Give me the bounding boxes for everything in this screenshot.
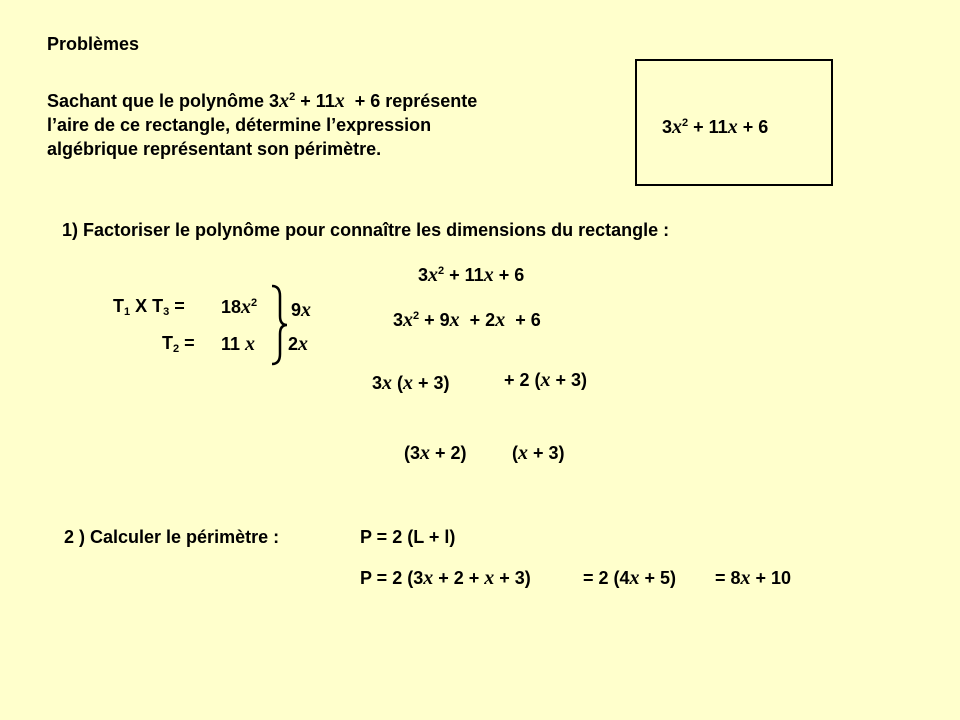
t2: $T_2$ =	[162, 333, 195, 355]
step1-heading: 1) Factoriser le polynôme pour connaître les dimensions du rectangle :	[62, 220, 670, 240]
problem-line-1: Sachant que le polynôme $3x^2 + 11x + 6$ représente	[47, 90, 478, 112]
step1-expanded: $3x^2 + 9x + 2x + 6$	[393, 309, 541, 331]
step1-factor-1: (3x + 2)	[404, 442, 467, 464]
step1-polynomial: $3x^2 + 11x + 6$	[418, 264, 525, 286]
t2-value: 11 x	[221, 333, 256, 355]
perimeter-calc-2: = 2 (4x + 5)	[583, 567, 677, 589]
problem-line-2: l’aire de ce rectangle, détermine l’expression	[47, 115, 432, 135]
perimeter-result: = 8x + 10	[715, 567, 792, 589]
step2-heading: 2 ) Calculer le périmètre :	[64, 527, 280, 547]
perimeter-calc-1: P = 2 (3x + 2 + x + 3)	[360, 567, 531, 589]
step1-factor-2: (x + 3)	[512, 442, 565, 464]
t1-times-t3-value: $18x^2$	[221, 296, 258, 318]
step1-group-2: + 2 (x + 3)	[504, 369, 588, 391]
problem-statement	[47, 89, 477, 161]
variable: x	[334, 90, 345, 112]
rectangle-area-label: $3x^2 + 11x + 6$	[662, 116, 769, 138]
problem-line-3: algébrique représentant son périmètre.	[47, 139, 382, 159]
variable: x	[279, 90, 290, 112]
page-title: Problèmes	[47, 34, 140, 54]
perimeter-formula: P = 2 (L + l)	[360, 527, 456, 547]
exponent: 2	[289, 91, 296, 103]
split-term-1: 9x	[291, 299, 312, 321]
step1-group-1: 3x (x + 3)	[372, 372, 450, 394]
curly-brace	[268, 284, 290, 366]
t1-times-t3: $T_1$ X $T_3$ =	[113, 296, 185, 318]
split-term-2: 2x	[288, 333, 309, 355]
